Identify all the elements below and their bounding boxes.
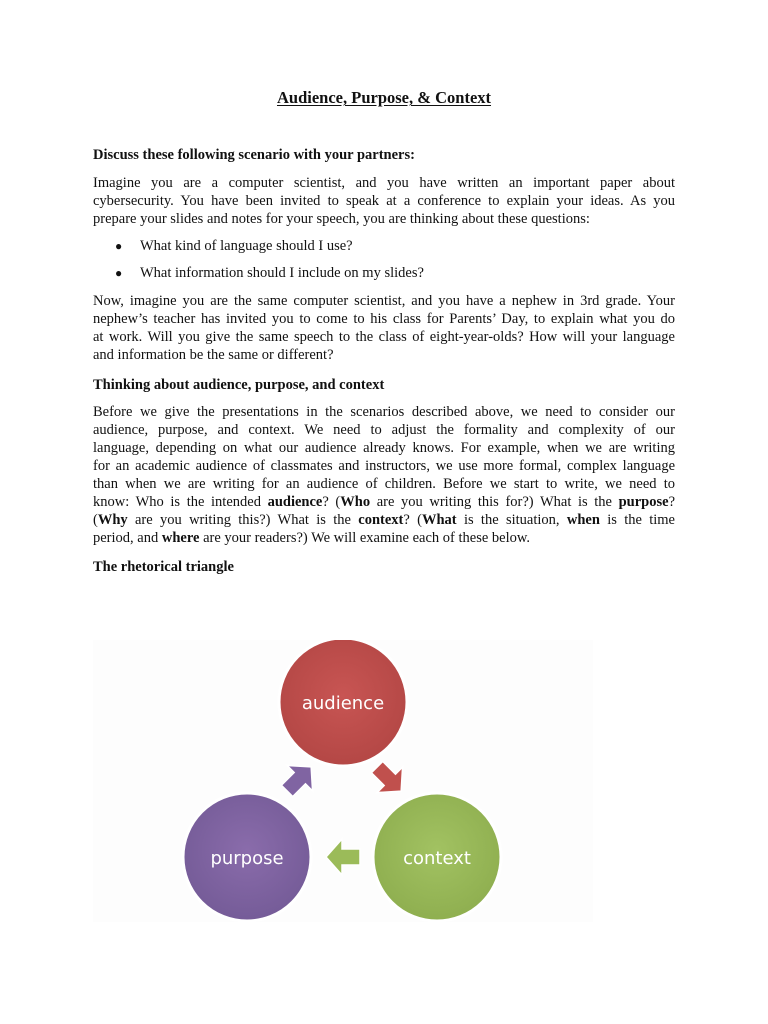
node-label: audience [301, 693, 385, 714]
text-run: ? [668, 494, 676, 510]
scenario-line: cybersecurity. You have been invited to speak at a conference to explain your ideas. As you [93, 193, 675, 209]
text-run: is the situation, [456, 512, 567, 528]
rhetorical-triangle-diagram [93, 640, 593, 922]
text-run: ( [93, 512, 98, 528]
paragraph-line: than when we are writing for an audience of children. Before we start to write, we need to [93, 476, 675, 492]
bold-term: when [566, 512, 600, 528]
question-text: What information should I include on my slides? [140, 265, 424, 281]
text-run: period, and [93, 530, 162, 546]
bold-term: purpose [618, 494, 669, 510]
paragraph-line [93, 493, 675, 511]
context-paragraph [93, 403, 675, 547]
bold-term: where [161, 530, 200, 546]
text-run: know: Who is the intended [93, 494, 268, 510]
diagram-svg [93, 640, 593, 922]
prompt-heading: Discuss these following scenario with your partners: [93, 147, 415, 163]
text-run: ? ( [322, 494, 341, 510]
arrow-icon [326, 839, 360, 875]
context-node [373, 793, 501, 921]
text-run: are you writing this for?) What is the [370, 494, 619, 510]
paragraph-line: Now, imagine you are the same computer scientist, and you have a nephew in 3rd grade. Your [93, 293, 675, 309]
paragraph-line: Before we give the presentations in the scenarios described above, we need to consider our [93, 404, 675, 420]
bold-term: context [358, 512, 404, 528]
list-item [93, 264, 675, 291]
second-paragraph [93, 292, 675, 364]
bold-term: audience [267, 494, 323, 510]
bold-term: Why [97, 512, 128, 528]
bold-term: Who [340, 494, 371, 510]
paragraph-line: nephew’s teacher has invited you to come to his class for Parents’ Day, to explain what you do [93, 311, 675, 327]
text-run: ? ( [403, 512, 422, 528]
arrow-icon [364, 754, 413, 803]
node-label: context [403, 848, 471, 869]
bold-term: What [421, 512, 457, 528]
paragraph-line: for an academic audience of classmates and instructors, we use more formal, complex language [93, 458, 675, 474]
paragraph-line: at work. Will you give the same speech to the class of eight-year-olds? How will your language [93, 329, 675, 345]
page-title: Audience, Purpose, & Context [276, 88, 492, 107]
question-text: What kind of language should I use? [140, 238, 353, 254]
paragraph-line: audience, purpose, and context. We need to adjust the formality and complexity of our [93, 422, 675, 438]
bullet-icon: ● [115, 239, 123, 253]
scenario-line: prepare your slides and notes for your speech, you are thinking about these questions: [93, 211, 590, 227]
scenario-paragraph [93, 174, 675, 228]
text-run: are your readers?) We will examine each of these below. [199, 530, 531, 546]
scenario-line: Imagine you are a computer scientist, and you have written an important paper about [93, 175, 675, 191]
audience-node [279, 640, 407, 766]
list-item [93, 237, 675, 264]
section-heading: Thinking about audience, purpose, and context [93, 377, 385, 393]
paragraph-line [93, 511, 675, 529]
text-run: is the time [599, 512, 675, 528]
paragraph-line: and information be the same or different? [93, 347, 334, 363]
paragraph-line: language, depending on what our audience already knows. For example, when we are writing [93, 440, 675, 456]
purpose-node [183, 793, 311, 921]
paragraph-line [93, 529, 675, 547]
question-list [93, 237, 675, 291]
bullet-icon: ● [115, 266, 123, 280]
triangle-heading: The rhetorical triangle [93, 559, 234, 575]
node-label: purpose [210, 848, 284, 869]
text-run: are you writing this?) What is the [127, 512, 359, 528]
